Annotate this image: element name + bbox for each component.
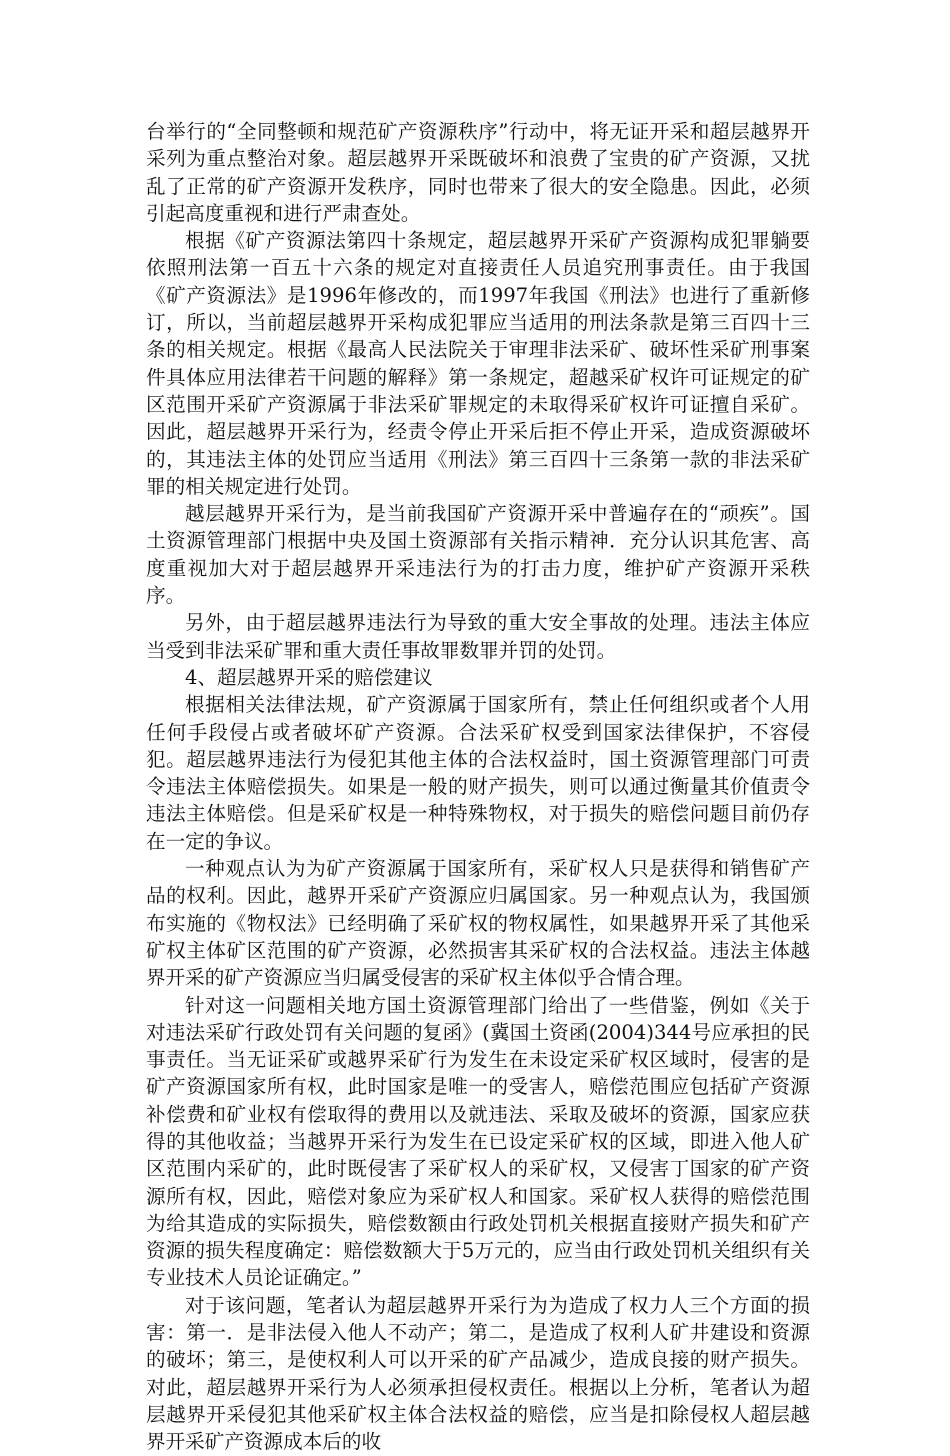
paragraph-2: 根据《矿产资源法第四十条规定，超层越界开采矿产资源构成犯罪躺要依照刑法第一百五十六条的规定对直接责任人员追究刑事责任。由于我国《矿产资源法》是1996年修改的，而1997年我国《刑法》也进行了重新修订，所以，当前超层越界开采构成犯罪应当适用的刑法条款是第三百四十三条的相关规定。根据《最高人民法院关于审理非法采矿、破坏性采矿刑事案件具体应用法律若干问题的解释》第一条规定，超越采矿权许可证规定的矿区范围开采矿产资源属于非法采矿罪规定的未取得采矿权许可证擅自采矿。因此，超层越界开采行为，经责令停止开采后拒不停止开采，造成资源破坏的，其违法主体的处罚应当适用《刑法》第三百四十三条第一款的非法采矿罪的相关规定进行处罚。 xyxy=(146,229,810,498)
paragraph-4: 另外，由于超层越界违法行为导致的重大安全事故的处理。违法主体应当受到非法采矿罪和重大责任事故罪数罪并罚的处罚。 xyxy=(146,611,810,662)
paragraph-3: 越层越界开采行为，是当前我国矿产资源开采中普遍存在的“顽疾”。国土资源管理部门根据中央及国土资源部有关指示精神．充分认识其危害、高度重视加大对于超层越界开采违法行为的打击力度，维护矿产资源开采秩序。 xyxy=(146,502,810,608)
paragraph-5: 根据相关法律法规，矿产资源属于国家所有，禁止任何组织或者个人用任何手段侵占或者破坏矿产资源。合法采矿权受到国家法律保护，不容侵犯。超层越界违法行为侵犯其他主体的合法权益时，国土资源管理部门可责令违法主体赔偿损失。如果是一般的财产损失，则可以通过衡量其价值责令违法主体赔偿。但是采矿权是一种特殊物权，对于损失的赔偿问题目前仍存在一定的争议。 xyxy=(146,693,810,853)
paragraph-1: 台举行的“全同整顿和规范矿产资源秩序”行动中，将无证开采和超层越界开采列为重点整治对象。超层越界开采既破坏和浪费了宝贵的矿产资源，又扰乱了正常的矿产资源开发秩序，同时也带来了很大的安全隐患。因此，必须引起高度重视和进行严肃查处。 xyxy=(146,120,810,225)
section-heading-4: 4、超层越界开采的赔偿建议 xyxy=(185,665,433,689)
document-page xyxy=(146,118,810,1456)
paragraph-7: 针对这一问题相关地方国土资源管理部门给出了一些借鉴，例如《关于对违法采矿行政处罚有关问题的复函》(冀国土资函(2004)344号应承担的民事责任。当无证采矿或越界采矿行为发生在未设定采矿权区域时，侵害的是矿产资源国家所有权，此时国家是唯一的受害人，赔偿范围应包括矿产资源补偿费和矿业权有偿取得的费用以及就违法、采取及破坏的资源，国家应获得的其他收益；当越界开采行为发生在已设定采矿权的区域，即进入他人矿区范围内采矿的，此时既侵害了采矿权人的采矿权，又侵害丁国家的矿产资源所有权，因此，赔偿对象应为采矿权人和国家。采矿权人获得的赔偿范围为给其造成的实际损失，赔偿数额由行政处罚机关根据直接财产损失和矿产资源的损失程度确定：赔偿数额大于5万元的，应当由行政处罚机关组织有关专业技术人员论证确定。” xyxy=(146,993,810,1290)
paragraph-6: 一种观点认为为矿产资源属于国家所有，采矿权人只是获得和销售矿产品的权利。因此，越界开采矿产资源应归属国家。另一种观点认为，我国颁布实施的《物权法》已经明确了采矿权的物权属性，如果越界开采了其他采矿权主体矿区范围的矿产资源，必然损害其采矿权的合法权益。违法主体越界开采的矿产资源应当归属受侵害的采矿权主体似乎合情合理。 xyxy=(146,857,810,990)
paragraph-8: 对于该问题，笔者认为超层越界开采行为为造成了权力人三个方面的损害：第一．是非法侵入他人不动产；第二，是造成了权利人矿井建设和资源的破坏；第三，是使权利人可以开采的矿产品减少，造成良接的财产损失。对此，超层越界开采行为人必须承担侵权责任。根据以上分析，笔者认为超层越界开采侵犯其他采矿权主体合法权益的赔偿，应当是扣除侵权人超层越界开采矿产资源成本后的收 xyxy=(146,1293,810,1454)
